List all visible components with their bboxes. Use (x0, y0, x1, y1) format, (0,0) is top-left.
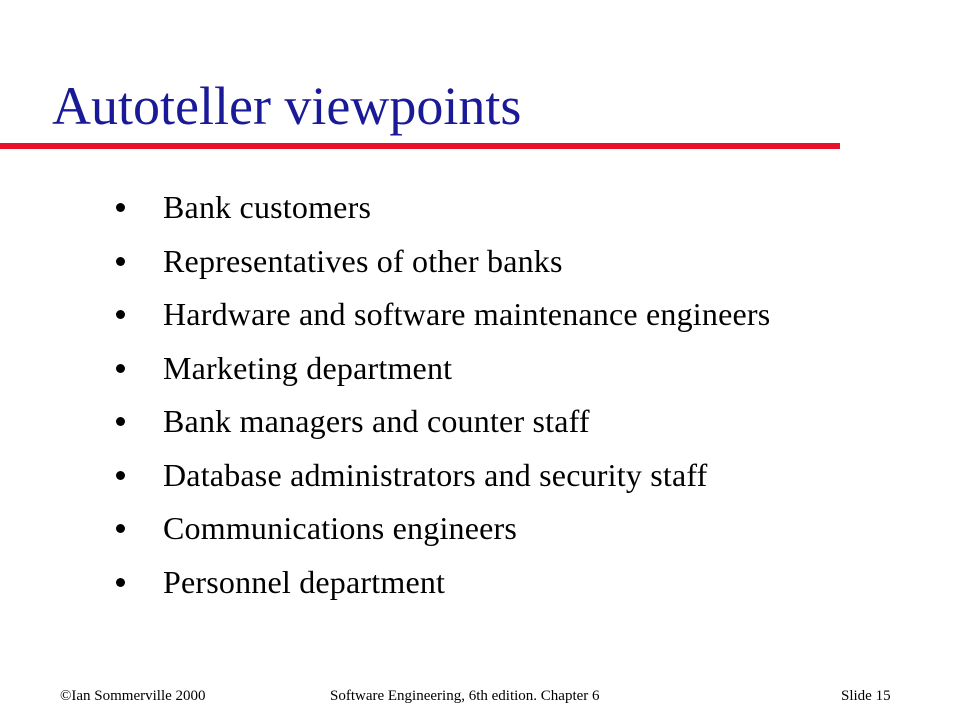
bullet-dot-icon (116, 310, 125, 319)
title-underline-rule (0, 143, 840, 149)
bullet-dot-icon (116, 203, 125, 212)
bullet-text: Bank customers (163, 189, 372, 225)
footer-slide-number: Slide 15 (841, 688, 891, 704)
slide-title: Autoteller viewpoints (52, 76, 522, 136)
bullet-text: Bank managers and counter staff (163, 403, 590, 439)
bullet-dot-icon (116, 471, 125, 480)
bullet-text: Marketing department (163, 349, 453, 386)
bullet-dot-icon (116, 257, 125, 266)
footer-copyright: ©Ian Sommerville 2000 (60, 688, 206, 704)
bullet-dot-icon (116, 524, 125, 533)
bullet-dot-icon (116, 578, 125, 587)
bullet-dot-icon (116, 364, 125, 373)
bullet-text: Database administrators and security staff (163, 456, 708, 493)
bullet-dot-icon (116, 417, 125, 426)
bullet-text: Personnel department (163, 563, 446, 600)
bullet-text: Representatives of other banks (163, 242, 563, 279)
footer-book-title: Software Engineering, 6th edition. Chapter 6 (330, 688, 600, 704)
bullet-text: Hardware and software maintenance engineers (163, 296, 771, 332)
bullet-text: Communications engineers (163, 510, 518, 546)
slide-footer (0, 686, 960, 706)
